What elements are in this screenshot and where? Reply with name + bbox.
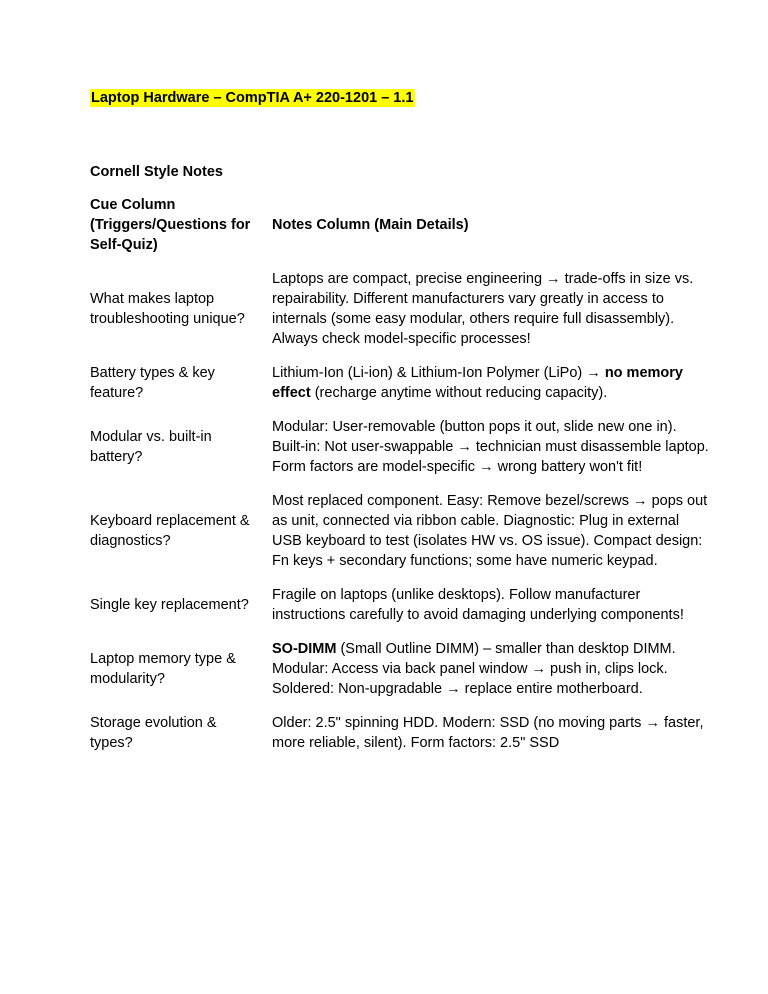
notes-column-header: Notes Column (Main Details) bbox=[272, 217, 469, 233]
note-cell bbox=[272, 262, 712, 356]
cue-cell: What makes laptop troubleshooting unique? bbox=[90, 291, 245, 327]
note-text: Most replaced component. Easy: Remove bezel/screws → pops out as unit, connected via ribbon cable. Diagnostic: Plug in external USB keyboard to test (isolates HW vs. OS issue). Compact design: Fn keys + secondary functions; some have numeric keypad. bbox=[272, 493, 708, 569]
table-row bbox=[90, 706, 712, 760]
table-header-row bbox=[90, 188, 712, 262]
note-cell bbox=[272, 632, 712, 706]
note-cell bbox=[272, 484, 712, 578]
table-row bbox=[90, 632, 712, 706]
table-row bbox=[90, 484, 712, 578]
note-text-bold: SO-DIMM bbox=[272, 641, 337, 657]
notes-table-body bbox=[90, 262, 712, 760]
cue-cell: Storage evolution & types? bbox=[90, 715, 217, 751]
cue-column-header: Cue Column (Triggers/Questions for Self-Quiz) bbox=[90, 197, 251, 253]
note-text: Modular: User-removable (button pops it out, slide new one in). Built-in: Not user-swappable → technician must disassemble laptop. Form factors are model-specific → wrong battery won't fit! bbox=[272, 419, 709, 475]
note-cell bbox=[272, 356, 712, 410]
cue-cell: Modular vs. built-in battery? bbox=[90, 429, 212, 465]
cue-cell: Laptop memory type & modularity? bbox=[90, 651, 236, 687]
cue-cell: Battery types & key feature? bbox=[90, 365, 215, 401]
cornell-notes-table bbox=[90, 188, 712, 760]
note-cell bbox=[272, 578, 712, 632]
note-text: (Small Outline DIMM) – smaller than desktop DIMM. Modular: Access via back panel window → push in, clips lock. Soldered: Non-upgradable → replace entire motherboard. bbox=[272, 641, 676, 697]
cue-cell: Single key replacement? bbox=[90, 597, 249, 613]
note-text: Laptops are compact, precise engineering → trade-offs in size vs. repairability. Different manufacturers vary greatly in access to internals (some easy modular, others require full disassembly). Always check model-specific processes! bbox=[272, 271, 694, 347]
section-heading: Cornell Style Notes bbox=[90, 164, 223, 180]
table-row bbox=[90, 356, 712, 410]
table-row bbox=[90, 578, 712, 632]
cue-cell: Keyboard replacement & diagnostics? bbox=[90, 513, 250, 549]
note-cell bbox=[272, 410, 712, 484]
document-title bbox=[90, 87, 712, 109]
highlighted-title-text: Laptop Hardware – CompTIA A+ 220-1201 – 1.1 bbox=[91, 90, 414, 106]
note-text: (recharge anytime without reducing capacity). bbox=[310, 385, 608, 401]
note-text-bold: no memory effect bbox=[272, 365, 683, 401]
table-row bbox=[90, 262, 712, 356]
table-row bbox=[90, 410, 712, 484]
note-text: Older: 2.5" spinning HDD. Modern: SSD (no moving parts → faster, more reliable, silent). Form factors: 2.5" SSD bbox=[272, 715, 704, 751]
note-text: Fragile on laptops (unlike desktops). Follow manufacturer instructions carefully to avoid damaging underlying components! bbox=[272, 587, 684, 623]
note-cell bbox=[272, 706, 712, 760]
note-text: Lithium-Ion (Li-ion) & Lithium-Ion Polymer (LiPo) → bbox=[272, 365, 605, 381]
